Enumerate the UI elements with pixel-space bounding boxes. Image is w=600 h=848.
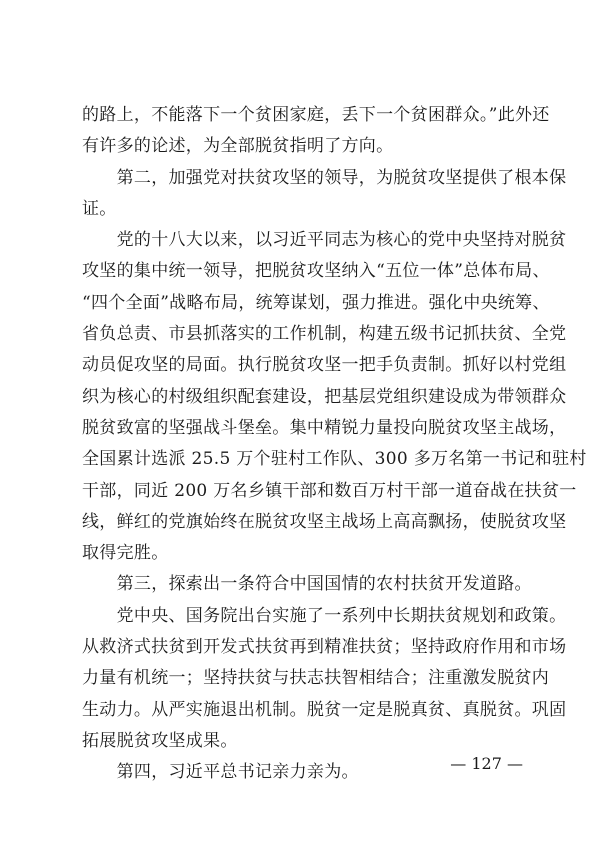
text-line: 脱贫致富的坚强战斗堡垒。集中精锐力量投向脱贫攻坚主战场， (82, 417, 567, 438)
text-line: 力量有机统一；坚持扶贫与扶志扶智相结合；注重激发脱贫内 (82, 668, 550, 689)
text-line: 党中央、国务院出台实施了一系列中长期扶贫规划和政策。 (82, 605, 567, 626)
text-line: 的路上，不能落下一个贫困家庭，丢下一个贫困群众。”此外还 (82, 105, 550, 125)
text-line: 攻坚的集中统一领导，把脱贫攻坚纳入“五位一体”总体布局、 (82, 261, 550, 282)
text-line: 党的十八大以来，以习近平同志为核心的党中央坚持对脱贫 (82, 230, 567, 251)
text-line: 第四，习近平总书记亲力亲为。 (82, 762, 359, 783)
page-number: — 127 — (450, 754, 523, 773)
text-line: “四个全面”战略布局，统筹谋划，强力推进。强化中央统筹、 (82, 292, 550, 313)
text-line: 取得完胜。 (82, 543, 169, 564)
text-line: 全国累计选派 25.5 万个驻村工作队、300 多万名第一书记和驻村 (82, 449, 587, 470)
text-line: 从救济式扶贫到开发式扶贫再到精准扶贫；坚持政府作用和市场 (82, 637, 567, 658)
text-line: 有许多的论述，为全部脱贫指明了方向。 (82, 136, 394, 157)
body-text (82, 100, 587, 789)
text-line: 证。 (82, 198, 117, 219)
text-line: 第二，加强党对扶贫攻坚的领导，为脱贫攻坚提供了根本保 (82, 167, 567, 188)
text-line: 省负总责、市县抓落实的工作机制，构建五级书记抓扶贫、全党 (82, 324, 567, 345)
text-line: 干部，同近 200 万名乡镇干部和数百万村干部一道奋战在扶贫一 (82, 480, 577, 501)
text-line: 线，鲜红的党旗始终在脱贫攻坚主战场上高高飘扬，使脱贫攻坚 (82, 511, 567, 532)
text-line: 织为核心的村级组织配套建设，把基层党组织建设成为带领群众 (82, 386, 567, 407)
text-line: 生动力。从严实施退出机制。脱贫一定是脱真贫、真脱贫。巩固 (82, 699, 567, 720)
text-line: 拓展脱贫攻坚成果。 (82, 730, 238, 751)
text-line: 动员促攻坚的局面。执行脱贫攻坚一把手负责制。抓好以村党组 (82, 355, 567, 376)
text-line: 第三，探索出一条符合中国国情的农村扶贫开发道路。 (82, 574, 532, 595)
